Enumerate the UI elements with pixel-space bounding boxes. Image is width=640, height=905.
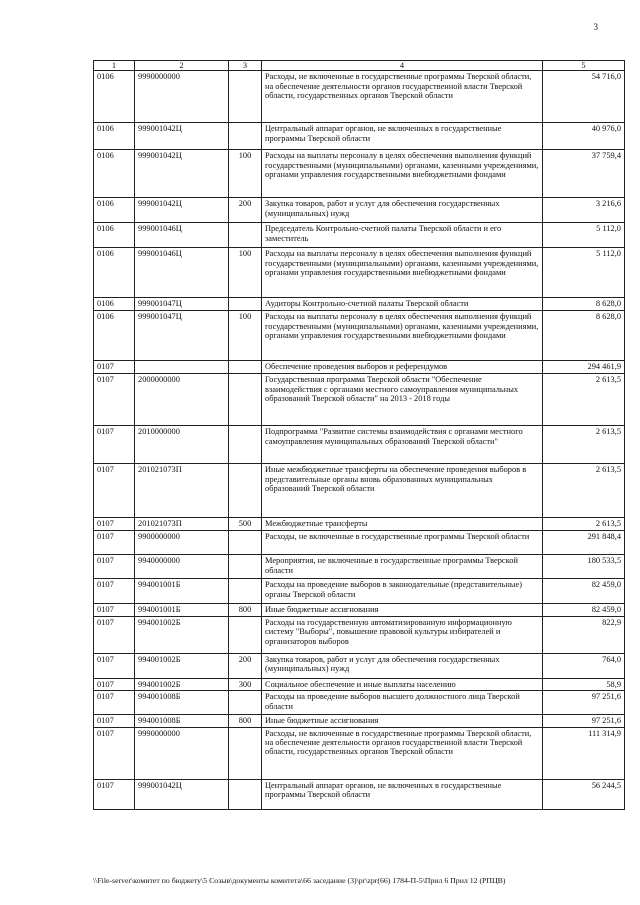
column-header-2: 2 bbox=[135, 61, 229, 71]
expense-type-cell bbox=[229, 555, 262, 579]
amount-cell: 2 613,5 bbox=[543, 518, 625, 531]
item-name-cell: Расходы на проведение выборов высшего должностного лица Тверской области bbox=[262, 691, 543, 715]
amount-cell: 2 613,5 bbox=[543, 374, 625, 426]
amount-cell: 8 628,0 bbox=[543, 298, 625, 311]
section-code-cell: 0107 bbox=[94, 691, 135, 715]
item-name-cell: Аудиторы Контрольно-счетной палаты Тверской области bbox=[262, 298, 543, 311]
section-code-cell: 0107 bbox=[94, 727, 135, 779]
target-article-cell: 994001001Б bbox=[135, 579, 229, 604]
item-name-cell: Мероприятия, не включенные в государственные программы Тверской области bbox=[262, 555, 543, 579]
table-row bbox=[94, 531, 625, 555]
section-code-cell: 0107 bbox=[94, 374, 135, 426]
target-article-cell: 994001008Б bbox=[135, 691, 229, 715]
amount-cell: 2 613,5 bbox=[543, 426, 625, 464]
table-row bbox=[94, 123, 625, 150]
expense-type-cell bbox=[229, 374, 262, 426]
item-name-cell: Расходы, не включенные в государственные программы Тверской области, на обеспечение деятельности органов государственной власти Тверской области, государственных органов Тверской области bbox=[262, 727, 543, 779]
table-row bbox=[94, 248, 625, 298]
target-article-cell: 999001046Ц bbox=[135, 223, 229, 248]
section-code-cell: 0107 bbox=[94, 579, 135, 604]
amount-cell: 3 216,6 bbox=[543, 198, 625, 223]
section-code-cell: 0107 bbox=[94, 464, 135, 518]
item-name-cell: Иные межбюджетные трансферты на обеспечение проведения выборов в представительные органы вновь образованных муниципальных образований Тверской области bbox=[262, 464, 543, 518]
item-name-cell: Иные бюджетные ассигнования bbox=[262, 604, 543, 616]
table-row bbox=[94, 198, 625, 223]
expense-type-cell: 100 bbox=[229, 248, 262, 298]
expense-type-cell: 800 bbox=[229, 715, 262, 727]
table-header-row bbox=[94, 61, 625, 71]
expense-type-cell bbox=[229, 123, 262, 150]
table-row bbox=[94, 579, 625, 604]
expense-type-cell bbox=[229, 531, 262, 555]
table-row bbox=[94, 311, 625, 361]
amount-cell: 294 461,9 bbox=[543, 361, 625, 374]
section-code-cell: 0106 bbox=[94, 150, 135, 198]
expense-type-cell bbox=[229, 426, 262, 464]
section-code-cell: 0106 bbox=[94, 223, 135, 248]
column-header-4: 4 bbox=[262, 61, 543, 71]
section-code-cell: 0107 bbox=[94, 678, 135, 690]
target-article-cell bbox=[135, 361, 229, 374]
expense-type-cell bbox=[229, 691, 262, 715]
table-row bbox=[94, 518, 625, 531]
expense-type-cell bbox=[229, 727, 262, 779]
target-article-cell: 994001002Б bbox=[135, 678, 229, 690]
section-code-cell: 0107 bbox=[94, 531, 135, 555]
item-name-cell: Закупка товаров, работ и услуг для обеспечения государственных (муниципальных) нужд bbox=[262, 198, 543, 223]
item-name-cell: Центральный аппарат органов, не включенных в государственные программы Тверской области bbox=[262, 779, 543, 809]
amount-cell: 5 112,0 bbox=[543, 248, 625, 298]
item-name-cell: Обеспечение проведения выборов и референдумов bbox=[262, 361, 543, 374]
target-article-cell: 994001002Б bbox=[135, 616, 229, 653]
amount-cell: 37 759,4 bbox=[543, 150, 625, 198]
expense-type-cell: 100 bbox=[229, 150, 262, 198]
section-code-cell: 0106 bbox=[94, 71, 135, 123]
item-name-cell: Расходы, не включенные в государственные программы Тверской области bbox=[262, 531, 543, 555]
target-article-cell: 9990000000 bbox=[135, 71, 229, 123]
target-article-cell: 201021073П bbox=[135, 464, 229, 518]
target-article-cell: 2000000000 bbox=[135, 374, 229, 426]
target-article-cell: 2010000000 bbox=[135, 426, 229, 464]
table-row bbox=[94, 223, 625, 248]
expense-type-cell bbox=[229, 464, 262, 518]
column-header-1: 1 bbox=[94, 61, 135, 71]
section-code-cell: 0106 bbox=[94, 248, 135, 298]
item-name-cell: Председатель Контрольно-счетной палаты Тверской области и его заместитель bbox=[262, 223, 543, 248]
target-article-cell: 999001047Ц bbox=[135, 311, 229, 361]
target-article-cell: 999001042Ц bbox=[135, 779, 229, 809]
target-article-cell: 994001001Б bbox=[135, 604, 229, 616]
column-header-3: 3 bbox=[229, 61, 262, 71]
table-row bbox=[94, 361, 625, 374]
item-name-cell: Расходы, не включенные в государственные программы Тверской области, на обеспечение деятельности органов государственной власти Тверской области, государственных органов Тверской области bbox=[262, 71, 543, 123]
table-row bbox=[94, 604, 625, 616]
item-name-cell: Расходы на выплаты персоналу в целях обеспечения выполнения функций государственными (муниципальными) органами, казенными учреждениями, органами управления государственными внебюджетными фондами bbox=[262, 150, 543, 198]
table-row bbox=[94, 374, 625, 426]
table-row bbox=[94, 616, 625, 653]
section-code-cell: 0107 bbox=[94, 604, 135, 616]
table-row bbox=[94, 715, 625, 727]
amount-cell: 82 459,0 bbox=[543, 579, 625, 604]
section-code-cell: 0106 bbox=[94, 198, 135, 223]
expense-type-cell bbox=[229, 361, 262, 374]
target-article-cell: 994001008Б bbox=[135, 715, 229, 727]
item-name-cell: Социальное обеспечение и иные выплаты населению bbox=[262, 678, 543, 690]
item-name-cell: Расходы на выплаты персоналу в целях обеспечения выполнения функций государственными (муниципальными) органами, казенными учреждениями, органами управления государственными внебюджетными фондами bbox=[262, 248, 543, 298]
expense-type-cell: 500 bbox=[229, 518, 262, 531]
table-row bbox=[94, 779, 625, 809]
amount-cell: 56 244,5 bbox=[543, 779, 625, 809]
expense-type-cell bbox=[229, 298, 262, 311]
amount-cell: 54 716,0 bbox=[543, 71, 625, 123]
amount-cell: 180 533,5 bbox=[543, 555, 625, 579]
expense-type-cell bbox=[229, 223, 262, 248]
amount-cell: 82 459,0 bbox=[543, 604, 625, 616]
amount-cell: 291 848,4 bbox=[543, 531, 625, 555]
table-row bbox=[94, 653, 625, 678]
expense-type-cell: 200 bbox=[229, 198, 262, 223]
target-article-cell: 9990000000 bbox=[135, 727, 229, 779]
section-code-cell: 0107 bbox=[94, 715, 135, 727]
item-name-cell: Подпрограмма "Развитие системы взаимодействия с органами местного самоуправления муниципальных образований Тверской области" bbox=[262, 426, 543, 464]
section-code-cell: 0107 bbox=[94, 653, 135, 678]
target-article-cell: 999001047Ц bbox=[135, 298, 229, 311]
item-name-cell: Центральный аппарат органов, не включенных в государственные программы Тверской области bbox=[262, 123, 543, 150]
expense-type-cell bbox=[229, 71, 262, 123]
table-row bbox=[94, 150, 625, 198]
section-code-cell: 0107 bbox=[94, 361, 135, 374]
expense-type-cell: 100 bbox=[229, 311, 262, 361]
target-article-cell: 9940000000 bbox=[135, 555, 229, 579]
expense-type-cell bbox=[229, 579, 262, 604]
amount-cell: 8 628,0 bbox=[543, 311, 625, 361]
item-name-cell: Расходы на государственную автоматизированную информационную систему "Выборы", повышение правовой культуры избирателей и организаторов выборов bbox=[262, 616, 543, 653]
amount-cell: 764,0 bbox=[543, 653, 625, 678]
item-name-cell: Иные бюджетные ассигнования bbox=[262, 715, 543, 727]
item-name-cell: Государственная программа Тверской области "Обеспечение взаимодействия с органами местного самоуправления муниципальных образований Тверской области" на 2013 - 2018 годы bbox=[262, 374, 543, 426]
section-code-cell: 0106 bbox=[94, 298, 135, 311]
table-row bbox=[94, 678, 625, 690]
budget-table bbox=[93, 60, 625, 810]
target-article-cell: 994001002Б bbox=[135, 653, 229, 678]
section-code-cell: 0107 bbox=[94, 779, 135, 809]
target-article-cell: 9900000000 bbox=[135, 531, 229, 555]
section-code-cell: 0106 bbox=[94, 311, 135, 361]
expense-type-cell: 300 bbox=[229, 678, 262, 690]
table-row bbox=[94, 464, 625, 518]
amount-cell: 40 976,0 bbox=[543, 123, 625, 150]
expense-type-cell bbox=[229, 616, 262, 653]
table-row bbox=[94, 727, 625, 779]
column-header-5: 5 bbox=[543, 61, 625, 71]
expense-type-cell bbox=[229, 779, 262, 809]
target-article-cell: 999001046Ц bbox=[135, 248, 229, 298]
table-row bbox=[94, 426, 625, 464]
amount-cell: 97 251,6 bbox=[543, 691, 625, 715]
amount-cell: 5 112,0 bbox=[543, 223, 625, 248]
target-article-cell: 999001042Ц bbox=[135, 198, 229, 223]
table-row bbox=[94, 555, 625, 579]
section-code-cell: 0106 bbox=[94, 123, 135, 150]
target-article-cell: 999001042Ц bbox=[135, 123, 229, 150]
section-code-cell: 0107 bbox=[94, 518, 135, 531]
section-code-cell: 0107 bbox=[94, 555, 135, 579]
section-code-cell: 0107 bbox=[94, 426, 135, 464]
table-row bbox=[94, 71, 625, 123]
target-article-cell: 999001042Ц bbox=[135, 150, 229, 198]
table-row bbox=[94, 691, 625, 715]
page-number: 3 bbox=[593, 22, 598, 32]
section-code-cell: 0107 bbox=[94, 616, 135, 653]
amount-cell: 58,9 bbox=[543, 678, 625, 690]
amount-cell: 111 314,9 bbox=[543, 727, 625, 779]
amount-cell: 2 613,5 bbox=[543, 464, 625, 518]
table-row bbox=[94, 298, 625, 311]
item-name-cell: Расходы на проведение выборов в законодательные (представительные) органы Тверской области bbox=[262, 579, 543, 604]
item-name-cell: Межбюджетные трансферты bbox=[262, 518, 543, 531]
expense-type-cell: 800 bbox=[229, 604, 262, 616]
item-name-cell: Расходы на выплаты персоналу в целях обеспечения выполнения функций государственными (муниципальными) органами, казенными учреждениями, органами управления государственными внебюджетными фондами bbox=[262, 311, 543, 361]
target-article-cell: 201021073П bbox=[135, 518, 229, 531]
amount-cell: 822,9 bbox=[543, 616, 625, 653]
item-name-cell: Закупка товаров, работ и услуг для обеспечения государственных (муниципальных) нужд bbox=[262, 653, 543, 678]
expense-type-cell: 200 bbox=[229, 653, 262, 678]
amount-cell: 97 251,6 bbox=[543, 715, 625, 727]
file-path-footer: \\File-server\комитет по бюджету\5 Созыв\документы комитета\66 заседание (3)\pr\zpr(66) 1784-П-5\Прил 6 Прил 12 (РПЦВ) bbox=[93, 876, 506, 885]
